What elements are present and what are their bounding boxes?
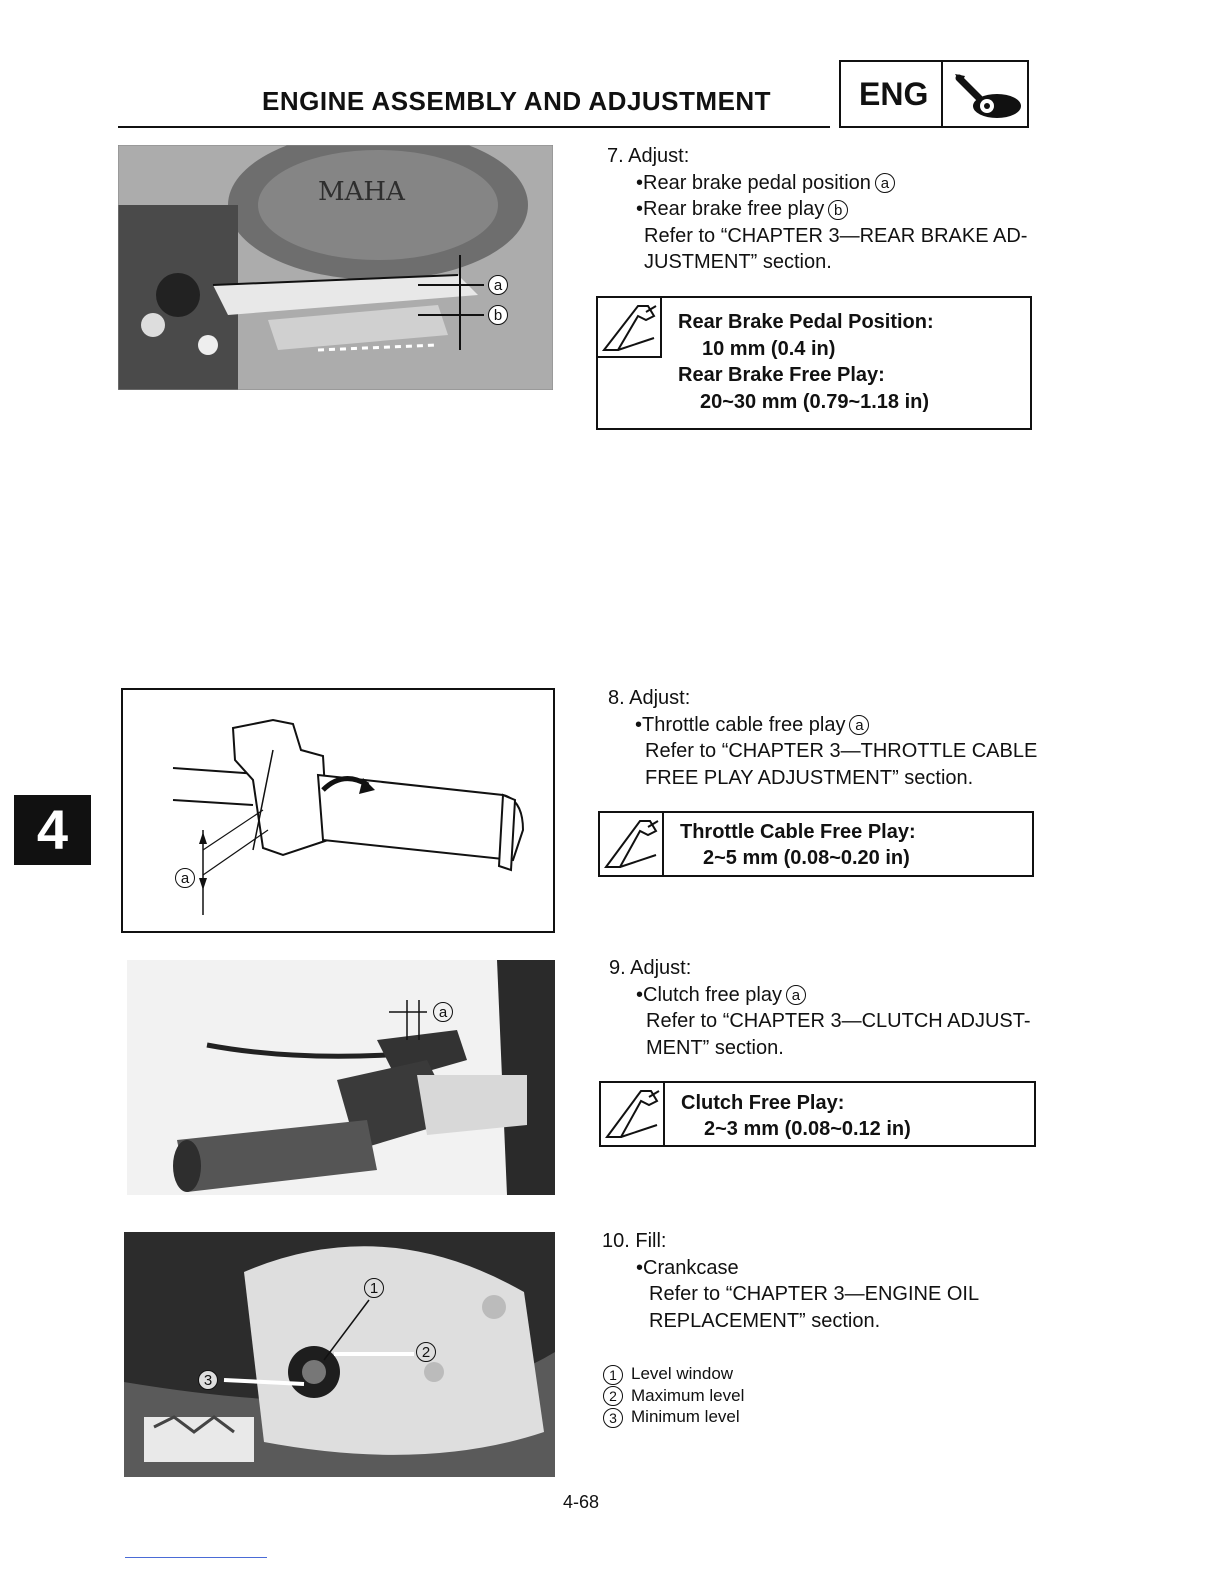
step-10: [602, 1228, 1038, 1334]
callout-b: b: [488, 305, 508, 325]
step-refer: Refer to “CHAPTER 3—CLUTCH ADJUST-: [646, 1010, 1031, 1032]
step-heading: 10. Fill:: [602, 1230, 667, 1252]
spec-value: 10 mm (0.4 in): [702, 338, 836, 360]
mark-a: a: [849, 715, 869, 735]
step-bullet: •Crankcase: [636, 1256, 739, 1279]
section-badge: [839, 60, 1029, 128]
step-bullet: •Clutch free play a: [609, 982, 1039, 1009]
spec-label: Rear Brake Free Play:: [678, 364, 885, 386]
mark-a: a: [875, 173, 895, 193]
chapter-tab: 4: [14, 795, 91, 865]
spec-label: Rear Brake Pedal Position:: [678, 311, 934, 333]
clutch-photo: [127, 960, 555, 1195]
mark-a: a: [786, 985, 806, 1005]
callout-1: 1: [364, 1278, 384, 1298]
legend-item: 3 Minimum level: [603, 1406, 744, 1428]
step-refer: Refer to “CHAPTER 3—REAR BRAKE AD-: [644, 224, 1028, 247]
section-code: ENG: [859, 76, 929, 112]
page-number: 4-68: [563, 1492, 600, 1512]
yamaha-case-lettering: MAHA: [318, 177, 405, 207]
callout-3: 3: [198, 1370, 218, 1390]
spec-value: 20~30 mm (0.79~1.18 in): [700, 391, 930, 413]
header-rule: [118, 126, 830, 128]
rear-brake-photo: [118, 145, 553, 390]
callout-2: 2: [416, 1342, 436, 1362]
mark-b: b: [828, 200, 848, 220]
step-refer: JUSTMENT” section.: [644, 251, 832, 273]
caliper-icon: [601, 1083, 665, 1145]
spec-box-rear-brake: [596, 296, 1032, 430]
step-bullet: •Rear brake free play b: [607, 196, 1037, 223]
step-refer: FREE PLAY ADJUSTMENT” section.: [645, 766, 974, 789]
caliper-icon: [600, 813, 664, 875]
footer-rule: [125, 1557, 267, 1558]
spec-value: 2~3 mm (0.08~0.12 in): [704, 1118, 911, 1140]
page-title: ENGINE ASSEMBLY AND ADJUSTMENT: [262, 86, 772, 116]
legend: [603, 1363, 744, 1428]
step-refer: REPLACEMENT” section.: [649, 1309, 881, 1332]
callout-a: a: [488, 275, 508, 295]
step-refer: Refer to “CHAPTER 3—ENGINE OIL: [649, 1283, 980, 1305]
step-8: [608, 685, 1038, 791]
step-bullet: •Throttle cable free play a: [608, 712, 1038, 739]
spec-label: Clutch Free Play:: [681, 1092, 845, 1114]
spec-value: 2~5 mm (0.08~0.20 in): [703, 847, 910, 869]
step-heading: 9. Adjust:: [609, 957, 692, 979]
spec-box-clutch: [599, 1081, 1036, 1147]
legend-item: 1 Level window: [603, 1363, 744, 1385]
callout-a: a: [433, 1002, 453, 1022]
throttle-diagram: [121, 688, 555, 933]
legend-item: 2 Maximum level: [603, 1385, 744, 1407]
wrench-engine-icon: [951, 70, 1025, 127]
crankcase-photo: [124, 1232, 555, 1477]
step-9: [609, 955, 1039, 1061]
step-refer: MENT” section.: [646, 1036, 784, 1059]
step-7: [607, 143, 1037, 276]
step-bullet: •Rear brake pedal position a: [607, 170, 1037, 197]
spec-label: Throttle Cable Free Play:: [680, 821, 916, 843]
step-heading: 8. Adjust:: [608, 687, 691, 709]
caliper-icon: [598, 298, 662, 358]
step-refer: Refer to “CHAPTER 3—THROTTLE CABLE: [645, 740, 1038, 762]
step-heading: 7. Adjust:: [607, 145, 690, 167]
callout-a: a: [175, 868, 195, 888]
spec-box-throttle: [598, 811, 1034, 877]
